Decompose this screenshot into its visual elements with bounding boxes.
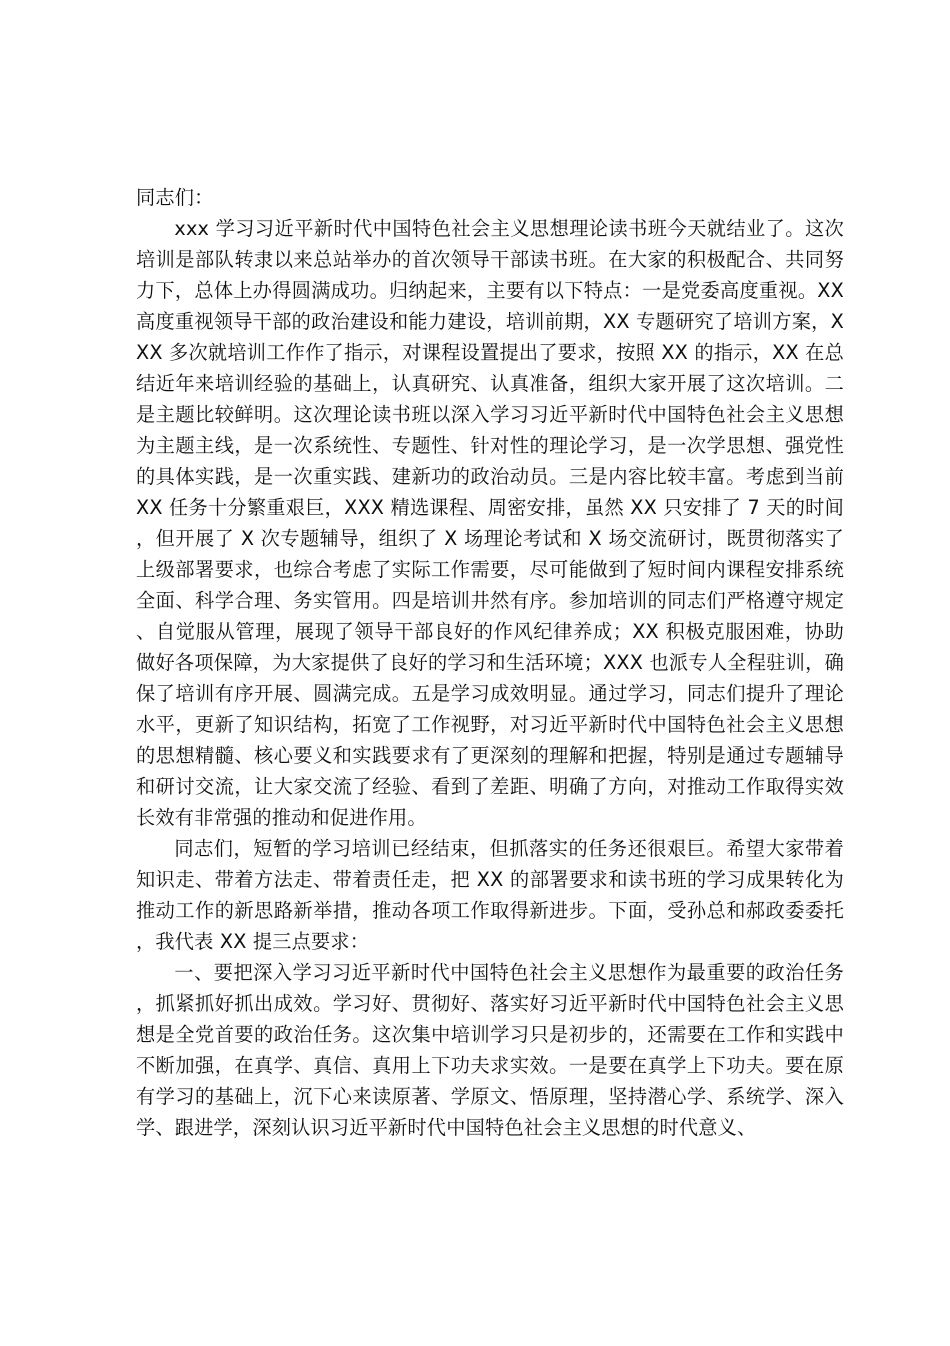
- document-body: [136, 182, 844, 1143]
- salutation: 同志们：: [136, 186, 214, 209]
- paragraph-3: 一、要把深入学习习近平新时代中国特色社会主义思想作为最重要的政治任务，抓紧抓好抓出成效。学习好、贯彻好、落实好习近平新时代中国特色社会主义思想是全党首要的政治任务。这次集中培训学习只是初步的，还需要在工作和实践中不断加强，在真学、真信、真用上下功夫求实效。一是要在真学上下功夫。要在原有学习的基础上，沉下心来读原著、学原文、悟原理，坚持潜心学、系统学、深入学、跟进学，深刻认识习近平新时代中国特色社会主义思想的时代意义、: [136, 961, 844, 1139]
- paragraph-2: 同志们，短暂的学习培训已经结束，但抓落实的任务还很艰巨。希望大家带着知识走、带着方法走、带着责任走，把 XX 的部署要求和读书班的学习成果转化为推动工作的新思路新举措，推动各项工作取得新进步。下面，受孙总和郝政委委托，我代表 XX 提三点要求：: [136, 837, 844, 953]
- paragraph-1: xxx 学习习近平新时代中国特色社会主义思想理论读书班今天就结业了。这次培训是部队转隶以来总站举办的首次领导干部读书班。在大家的积极配合、共同努力下，总体上办得圆满成功。归纳起来，主要有以下特点：一是党委高度重视。XX 高度重视领导干部的政治建设和能力建设，培训前期，XX 专题研究了培训方案，XXX 多次就培训工作作了指示，对课程设置提出了要求，按照 XX 的指示，XX 在总结近年来培训经验的基础上，认真研究、认真准备，组织大家开展了这次培训。二是主题比较鲜明。这次理论读书班以深入学习习近平新时代中国特色社会主义思想为主题主线，是一次系统性、专题性、针对性的理论学习，是一次学思想、强党性的具体实践，是一次重实践、建新功的政治动员。三是内容比较丰富。考虑到当前 XX 任务十分繁重艰巨，XXX 精选课程、周密安排，虽然 XX 只安排了 7 天的时间，但开展了 X 次专题辅导，组织了 X 场理论考试和 X 场交流研讨，既贯彻落实了上级部署要求，也综合考虑了实际工作需要，尽可能做到了短时间内课程安排系统全面、科学合理、务实管用。四是培训井然有序。参加培训的同志们严格遵守规定、自觉服从管理，展现了领导干部良好的作风纪律养成；XX 积极克服困难，协助做好各项保障，为大家提供了良好的学习和生活环境；XXX 也派专人全程驻训，确保了培训有序开展、圆满完成。五是学习成效明显。通过学习，同志们提升了理论水平，更新了知识结构，拓宽了工作视野，对习近平新时代中国特色社会主义思想的思想精髓、核心要义和实践要求有了更深刻的理解和把握，特别是通过专题辅导和研讨交流，让大家交流了经验、看到了差距、明确了方向，对推动工作取得实效长效有非常强的推动和促进作用。: [136, 217, 844, 829]
